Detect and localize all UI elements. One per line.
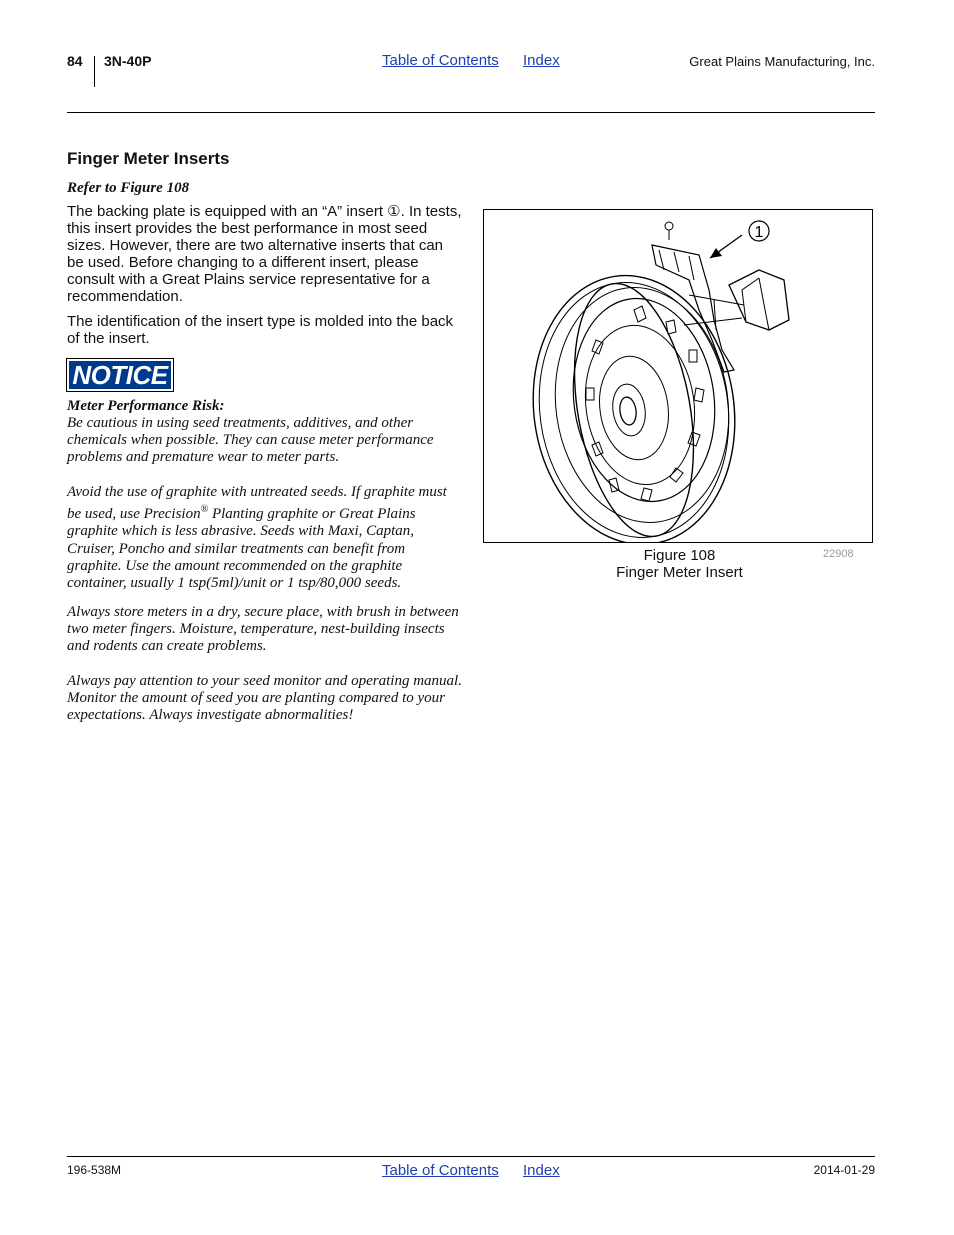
- header-divider: [94, 56, 95, 87]
- figure-image-id: 22908: [823, 548, 854, 560]
- footer-rule: [67, 1156, 875, 1157]
- notice-text-monitor: Always pay attention to your seed monitor and operating manual. Monitor the amount of seed you are planting compared to your expectations. Always investigate abnormalities!: [67, 673, 462, 724]
- figure-reference: Refer to Figure 108: [67, 180, 190, 196]
- notice-text-graphite: [67, 484, 462, 592]
- callout-number: 1: [754, 224, 764, 241]
- figure-number: Figure 108: [643, 547, 716, 564]
- header-index-link[interactable]: Index: [523, 52, 560, 69]
- notice-badge: NOTICE: [67, 359, 173, 391]
- notice-text-storage: Always store meters in a dry, secure place, with brush in between two meter fingers. Moisture, temperature, nest-building insects and rodents can create problems.: [67, 604, 459, 655]
- model-name: 3N-40P: [104, 53, 152, 69]
- figure-frame: [483, 209, 873, 543]
- notice-text-chemicals: Be cautious in using seed treatments, additives, and other chemicals when possible. They can cause meter performance problems and premature wear to meter parts.: [67, 415, 434, 466]
- footer-index-link[interactable]: Index: [523, 1162, 560, 1179]
- page-number: 84: [67, 53, 83, 69]
- body-paragraph-insert: The backing plate is equipped with an “A” insert ①. In tests, this insert provides the best performance in most seed sizes. However, there are two alternative inserts that can be used. Before changing to a different insert, please consult with a Great Plains service representative for a recommendation.: [67, 203, 462, 305]
- figure-caption: Finger Meter Insert: [616, 564, 743, 581]
- body-paragraph-identification: The identification of the insert type is molded into the back of the insert.: [67, 313, 454, 347]
- notice-risk-title: Meter Performance Risk:: [67, 398, 225, 414]
- header-rule: [67, 112, 875, 113]
- footer-toc-link[interactable]: Table of Contents: [382, 1162, 499, 1179]
- document-date: 2014-01-29: [813, 1163, 875, 1177]
- header-toc-link[interactable]: Table of Contents: [382, 52, 499, 69]
- document-number: 196-538M: [67, 1163, 122, 1177]
- company-name: Great Plains Manufacturing, Inc.: [689, 54, 875, 69]
- notice-text-graphite-b: Planting graphite or Great Plains graphite which is less abrasive. Seeds with Maxi, Captan, Cruiser, Poncho and similar treatments can benefit from graphite. Use the amount recommended on the graphite container, usually 1 tsp(5ml)/unit or 1 tsp/80,000 seeds.: [67, 506, 416, 592]
- section-title: Finger Meter Inserts: [67, 149, 230, 168]
- finger-meter-illustration: [484, 210, 873, 543]
- registered-mark: ®: [200, 504, 209, 516]
- notice-text-graphite-a: Avoid the use of graphite with untreated seeds. If graphite must be used, use Precision: [67, 484, 447, 523]
